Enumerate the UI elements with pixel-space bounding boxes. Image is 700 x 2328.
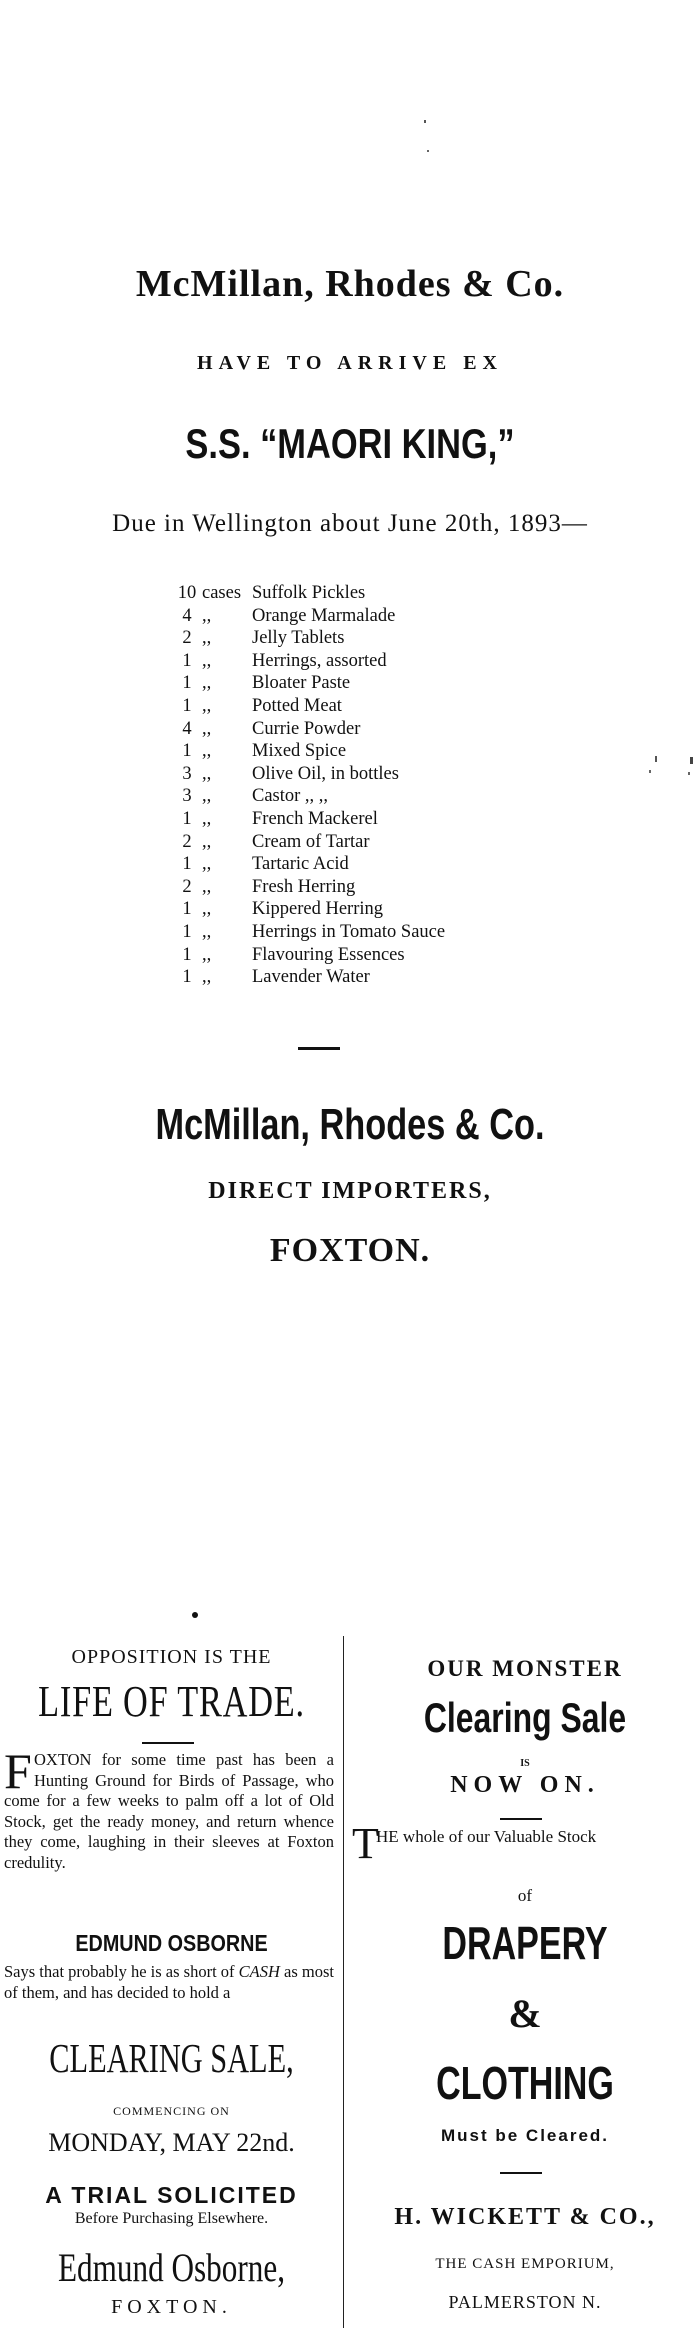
goods-unit: ,,	[202, 808, 212, 829]
drop-cap: F	[4, 1743, 32, 1799]
goods-qty: 1	[182, 741, 192, 762]
goods-unit: ,,	[202, 854, 212, 875]
trial-heading: A TRIAL SOLICITED	[45, 2182, 298, 2208]
arrive-subheading: HAVE TO ARRIVE EX	[197, 352, 503, 374]
goods-qty: 2	[182, 876, 192, 897]
ship-name: S.S. “MAORI KING,”	[185, 420, 515, 467]
ampersand: &	[508, 1991, 542, 2036]
goods-name: Cream of Tartar	[252, 831, 370, 852]
print-speck	[427, 150, 429, 152]
goods-unit: ,,	[202, 605, 212, 626]
goods-name: Mixed Spice	[252, 741, 347, 762]
goods-name: Jelly Tablets	[252, 628, 345, 649]
goods-row	[172, 582, 592, 605]
sale-date: MONDAY, MAY 22nd.	[48, 2128, 295, 2157]
monster-heading: OUR MONSTER	[427, 1656, 623, 1681]
goods-name: Potted Meat	[252, 695, 342, 716]
goods-unit: ,,	[202, 967, 212, 988]
sale-paragraph	[4, 1962, 334, 2003]
goods-name: Fresh Herring	[252, 876, 356, 897]
goods-qty: 2	[182, 831, 192, 852]
drapery-heading: DRAPERY	[442, 1917, 608, 1969]
goods-row	[172, 921, 592, 944]
goods-unit: ,,	[202, 944, 212, 965]
goods-row	[172, 898, 592, 921]
goods-unit: ,,	[202, 741, 212, 762]
goods-qty: 3	[182, 763, 192, 784]
stock-paragraph-text: HE whole of our Valuable Stock	[376, 1827, 597, 1846]
short-rule	[142, 1742, 194, 1744]
goods-name: Castor ,, ,,	[252, 786, 329, 807]
is-label: IS	[520, 1758, 530, 1769]
goods-name: Herrings, assorted	[252, 650, 387, 671]
goods-qty: 4	[182, 718, 192, 739]
goods-name: Tartaric Acid	[252, 854, 349, 875]
print-speck	[192, 1612, 198, 1618]
goods-row	[172, 695, 592, 718]
short-rule	[500, 2172, 542, 2174]
goods-row	[172, 944, 592, 967]
arrival-date-line: Due in Wellington about June 20th, 1893—	[112, 510, 588, 537]
merchant-name: EDMUND OSBORNE	[75, 1930, 268, 1956]
goods-unit: ,,	[202, 831, 212, 852]
goods-row	[172, 808, 592, 831]
goods-row	[172, 763, 592, 786]
of-label: of	[517, 1886, 533, 1905]
goods-qty: 1	[182, 808, 192, 829]
firm-signature: McMillan, Rhodes & Co.	[155, 1100, 545, 1149]
clearing-sale-heading: CLEARING SALE,	[49, 2035, 294, 2081]
goods-unit: ,,	[202, 786, 212, 807]
goods-name: Currie Powder	[252, 718, 361, 739]
print-speck	[649, 770, 651, 773]
drop-cap: T	[352, 1819, 379, 1868]
goods-name: Suffolk Pickles	[252, 583, 366, 603]
goods-qty: 1	[182, 899, 192, 920]
goods-name: Kippered Herring	[252, 899, 383, 920]
goods-name: Herrings in Tomato Sauce	[252, 921, 446, 942]
goods-unit: ,,	[202, 876, 212, 897]
print-speck	[688, 772, 690, 775]
goods-name: Bloater Paste	[252, 673, 351, 694]
goods-unit: ,,	[202, 899, 212, 920]
signature-name: Edmund Osborne,	[57, 2245, 286, 2290]
sale-paragraph-part: as most of them, and has decided to hold a	[4, 1962, 334, 2002]
goods-row	[172, 831, 592, 854]
stock-paragraph	[352, 1826, 682, 1848]
goods-row	[172, 627, 592, 650]
goods-row	[172, 672, 592, 695]
goods-qty: 1	[182, 854, 192, 875]
town-label: FOXTON.	[269, 1232, 431, 1269]
divider-rule	[298, 1047, 340, 1050]
town-label: PALMERSTON N.	[448, 2292, 602, 2312]
goods-unit: ,,	[202, 628, 212, 649]
firm-name: H. WICKETT & CO.,	[394, 2204, 656, 2230]
goods-qty: 1	[182, 967, 192, 988]
goods-list	[172, 582, 592, 989]
goods-qty: 4	[182, 605, 192, 626]
goods-name: Flavouring Essences	[252, 944, 405, 965]
goods-qty: 1	[182, 650, 192, 671]
goods-row	[172, 718, 592, 741]
clothing-heading: CLOTHING	[436, 2057, 614, 2109]
print-speck	[655, 756, 657, 762]
cash-word: CASH	[238, 1962, 280, 1981]
life-of-trade-heading: LIFE OF TRADE.	[38, 1677, 305, 1726]
goods-unit: ,,	[202, 763, 212, 784]
goods-row	[172, 853, 592, 876]
goods-unit: cases	[202, 583, 242, 603]
sale-paragraph-part: Says that probably he is as short of	[4, 1962, 239, 1981]
goods-qty: 3	[182, 786, 192, 807]
goods-row	[172, 876, 592, 899]
goods-qty: 1	[182, 695, 192, 716]
clearing-sale-heading: Clearing Sale	[423, 1694, 627, 1741]
goods-name: Orange Marmalade	[252, 605, 396, 626]
print-speck	[690, 757, 693, 764]
commencing-label: COMMENCING ON	[113, 2104, 230, 2118]
importer-label: DIRECT IMPORTERS,	[208, 1178, 492, 1204]
emporium-label: THE CASH EMPORIUM,	[435, 2256, 615, 2272]
goods-row	[172, 740, 592, 763]
before-line: Before Purchasing Elsewhere.	[74, 2210, 269, 2227]
goods-qty: 1	[182, 944, 192, 965]
column-divider	[343, 1636, 344, 2328]
goods-unit: ,,	[202, 650, 212, 671]
goods-qty: 1	[182, 921, 192, 942]
goods-row	[172, 605, 592, 628]
goods-row	[172, 966, 592, 989]
goods-name: Olive Oil, in bottles	[252, 763, 399, 784]
intro-paragraph	[4, 1750, 334, 1873]
goods-name: French Mackerel	[252, 808, 378, 829]
goods-row	[172, 650, 592, 673]
must-be-cleared: Must be Cleared.	[440, 2126, 610, 2145]
goods-unit: ,,	[202, 673, 212, 694]
now-on-label: NOW ON.	[450, 1772, 600, 1798]
town-label: FOXTON.	[111, 2296, 232, 2318]
intro-paragraph-text: OXTON for some time past has been a Hunting Ground for Birds of Passage, who come for a few weeks to palm off a lot of Old Stock, get the ready money, and return whence they come, laughing in their sleeves at Foxton credulity.	[4, 1750, 334, 1872]
goods-name: Lavender Water	[252, 967, 370, 988]
goods-qty: 1	[182, 673, 192, 694]
goods-qty: 2	[182, 628, 192, 649]
print-speck	[424, 120, 426, 123]
goods-unit: ,,	[202, 921, 212, 942]
ad-firm-heading: McMillan, Rhodes & Co.	[135, 263, 565, 305]
opposition-heading: OPPOSITION IS THE	[71, 1646, 272, 1668]
goods-row	[172, 785, 592, 808]
goods-qty: 10	[177, 583, 197, 603]
goods-unit: ,,	[202, 718, 212, 739]
goods-unit: ,,	[202, 695, 212, 716]
short-rule	[500, 1818, 542, 1820]
